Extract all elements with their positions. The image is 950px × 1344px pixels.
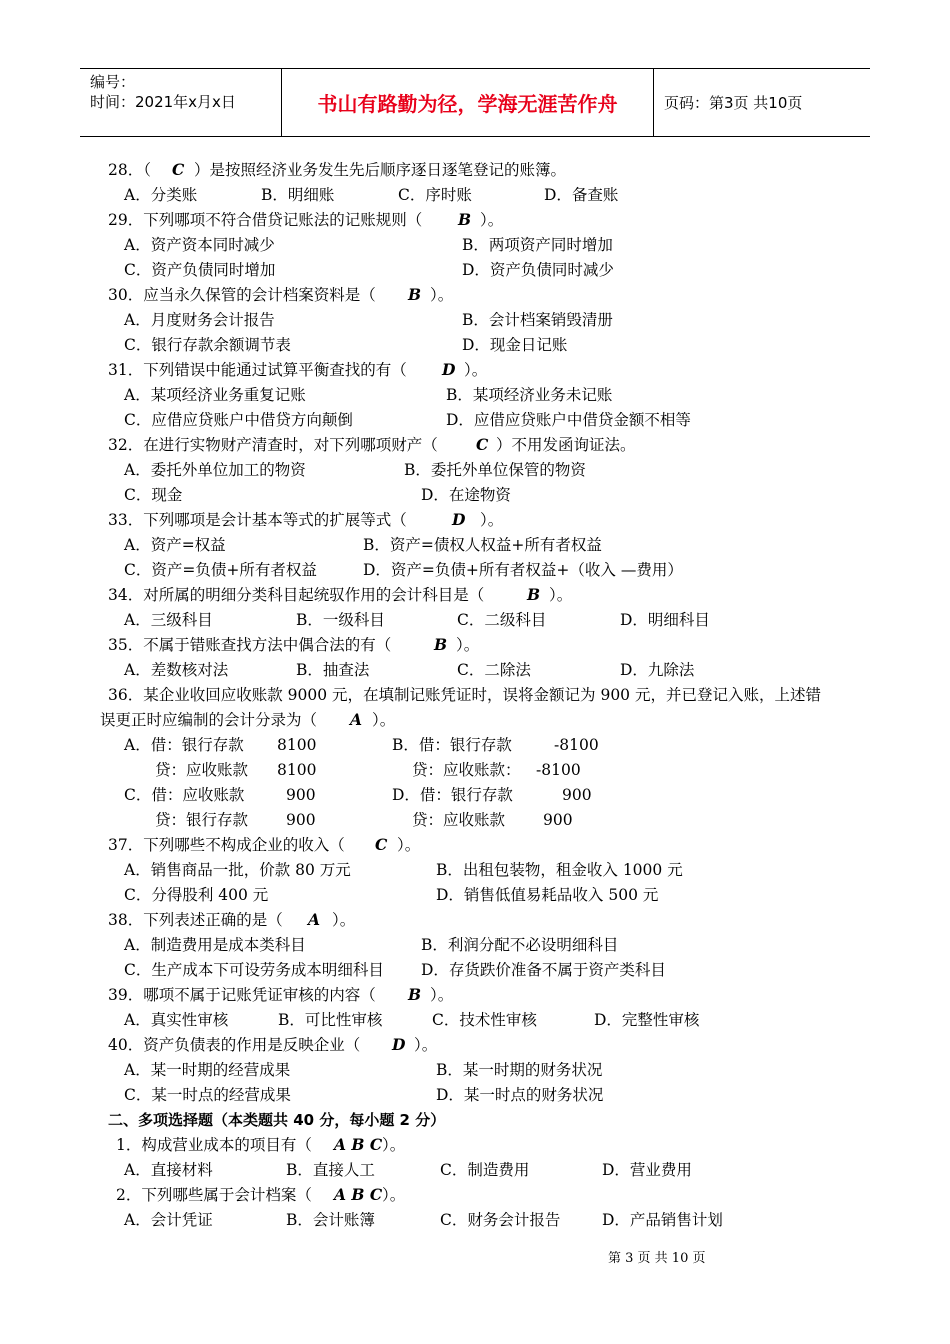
question-text: A．资产资本同时减少 xyxy=(124,236,275,254)
question-text: B．两项资产同时增加 xyxy=(462,236,613,254)
header-meta-cell xyxy=(80,69,282,136)
question-text: C．生产成本下可设劳务成本明细科目 xyxy=(124,961,384,979)
question-text: A．分类账 xyxy=(124,186,198,204)
question-text: B．资产=债权人权益+所有者权益 xyxy=(363,536,602,554)
question-text: 900 xyxy=(543,811,573,829)
question-text: 36．某企业收回应收账款 9000 元，在填制记账凭证时，误将金额记为 900 元，并已登记入账，上述错 xyxy=(108,686,821,704)
question-text: ）。 xyxy=(430,286,454,304)
question-text: 40．资产负债表的作用是反映企业（ xyxy=(108,1036,361,1054)
question-text: B．会计档案销毁清册 xyxy=(462,311,613,329)
question-text: D．营业费用 xyxy=(602,1161,692,1179)
question-text: 2．下列哪些属于会计档案（ xyxy=(116,1186,312,1204)
question-text: D．借：银行存款 xyxy=(392,786,513,804)
question-text: ）。 xyxy=(549,586,573,604)
question-text: D．资产负债同时减少 xyxy=(462,261,614,279)
question-text: D．销售低值易耗品收入 500 元 xyxy=(436,886,659,904)
page-footer: 第 3 页 共 10 页 xyxy=(608,1251,706,1266)
question-text: ）。 xyxy=(480,211,504,229)
answer-mark: C xyxy=(476,435,489,454)
question-text: 贷：应收账款： xyxy=(412,761,521,779)
question-text: A．某项经济业务重复记账 xyxy=(124,386,306,404)
question-text: C．分得股利 400 元 xyxy=(124,886,269,904)
answer-mark: B xyxy=(434,635,448,654)
question-text: A．销售商品一批，价款 80 万元 xyxy=(124,861,351,879)
question-text: B．直接人工 xyxy=(286,1161,375,1179)
answer-mark: A B C xyxy=(334,1135,383,1154)
question-text: B．出租包装物，租金收入 1000 元 xyxy=(436,861,683,879)
question-text: 39．哪项不属于记账凭证审核的内容（ xyxy=(108,986,376,1004)
question-text: ）。 xyxy=(332,911,356,929)
question-text: B．委托外单位保管的物资 xyxy=(404,461,586,479)
question-text: 33．下列哪项是会计基本等式的扩展等式（ xyxy=(108,511,407,529)
document-number-label: 编号： xyxy=(90,73,136,91)
question-text: C．二除法 xyxy=(457,661,531,679)
question-text: 35．不属于错账查找方法中偶合法的有（ xyxy=(108,636,392,654)
question-text: B．某项经济业务未记账 xyxy=(446,386,613,404)
question-text: ）不用发函询证法。 xyxy=(496,436,636,454)
question-text: C．二级科目 xyxy=(457,611,547,629)
question-text: -8100 xyxy=(554,736,599,754)
answer-mark: A B C xyxy=(334,1185,383,1204)
question-text: B．一级科目 xyxy=(296,611,385,629)
answer-mark: A xyxy=(308,910,321,929)
question-text: B．某一时期的财务状况 xyxy=(436,1061,603,1079)
question-text: A．月度财务会计报告 xyxy=(124,311,275,329)
answer-mark: B xyxy=(408,985,422,1004)
question-text: ）。 xyxy=(414,1036,438,1054)
question-text: D．明细科目 xyxy=(620,611,710,629)
question-text: C．应借应贷账户中借贷方向颠倒 xyxy=(124,411,353,429)
question-text: 误更正时应编制的会计分录为（ xyxy=(100,711,318,729)
question-text: 900 xyxy=(562,786,592,804)
question-text: C．某一时点的经营成果 xyxy=(124,1086,291,1104)
question-text: A．委托外单位加工的物资 xyxy=(124,461,306,479)
page-header xyxy=(80,68,870,137)
question-text: ）。 xyxy=(430,986,454,1004)
question-text: D．资产=负债+所有者权益+（收入 —费用） xyxy=(363,561,683,579)
section-heading: 二、多项选择题（本类题共 40 分，每小题 2 分） xyxy=(108,1111,446,1129)
question-text: D．某一时点的财务状况 xyxy=(436,1086,604,1104)
motto-text: 书山有路勤为径，学海无涯苦作舟 xyxy=(317,92,618,116)
answer-mark: B xyxy=(408,285,422,304)
header-page-number: 页码：第3页 共10页 xyxy=(664,94,803,112)
answer-mark: A xyxy=(350,710,363,729)
question-text: C．银行存款余额调节表 xyxy=(124,336,291,354)
question-text: 28．（ xyxy=(108,161,151,179)
question-text: 1．构成营业成本的项目有（ xyxy=(116,1136,312,1154)
question-text: A．直接材料 xyxy=(124,1161,213,1179)
question-text: 贷：应收账款 xyxy=(412,811,506,829)
question-text: 8100 xyxy=(277,761,317,779)
question-text: 38．下列表述正确的是（ xyxy=(108,911,283,929)
question-text: A．借：银行存款 xyxy=(124,736,244,754)
header-page-cell xyxy=(654,69,870,136)
question-text: 贷：应收账款 xyxy=(155,761,249,779)
answer-mark: D xyxy=(442,360,456,379)
question-text: 29．下列哪项不符合借贷记账法的记账规则（ xyxy=(108,211,423,229)
question-text: D．完整性审核 xyxy=(594,1011,700,1029)
question-text: 31．下列错误中能通过试算平衡查找的有（ xyxy=(108,361,407,379)
question-text: C．现金 xyxy=(124,486,183,504)
question-text: 34．对所属的明细分类科目起统驭作用的会计科目是（ xyxy=(108,586,485,604)
question-text: A．某一时期的经营成果 xyxy=(124,1061,291,1079)
question-text: D．在途物资 xyxy=(421,486,511,504)
document-date-label: 时间：2021年x月x日 xyxy=(90,93,236,111)
question-text: B．可比性审核 xyxy=(278,1011,383,1029)
question-text: D．九除法 xyxy=(620,661,695,679)
question-text: C．制造费用 xyxy=(440,1161,530,1179)
answer-mark: C xyxy=(375,835,388,854)
question-text: D．产品销售计划 xyxy=(602,1211,723,1229)
question-text: 8100 xyxy=(277,736,317,754)
question-text: B．会计账簿 xyxy=(286,1211,375,1229)
question-text: C．财务会计报告 xyxy=(440,1211,561,1229)
question-text: ）。 xyxy=(464,361,488,379)
question-text: -8100 xyxy=(536,761,581,779)
question-text: A．资产=权益 xyxy=(124,536,226,554)
question-text: A．差数核对法 xyxy=(124,661,229,679)
answer-mark: C xyxy=(172,160,185,179)
question-text: 贷：银行存款 xyxy=(155,811,249,829)
question-text: D．现金日记账 xyxy=(462,336,568,354)
question-text: D．备查账 xyxy=(544,186,619,204)
answer-mark: B xyxy=(458,210,472,229)
question-text: ）。 xyxy=(382,1186,406,1204)
question-text: B．利润分配不必设明细科目 xyxy=(421,936,619,954)
question-text: 30．应当永久保管的会计档案资料是（ xyxy=(108,286,376,304)
question-text: ）。 xyxy=(456,636,480,654)
question-text: ）。 xyxy=(480,511,504,529)
question-text: C．资产=负债+所有者权益 xyxy=(124,561,317,579)
question-text: 32．在进行实物财产清查时，对下列哪项财产（ xyxy=(108,436,438,454)
question-text: C．序时账 xyxy=(398,186,472,204)
question-text: ）。 xyxy=(397,836,421,854)
question-text: 37．下列哪些不构成企业的收入（ xyxy=(108,836,345,854)
question-text: C．借：应收账款 xyxy=(124,786,245,804)
question-text: C．技术性审核 xyxy=(432,1011,537,1029)
question-text: C．资产负债同时增加 xyxy=(124,261,276,279)
question-text: A．会计凭证 xyxy=(124,1211,213,1229)
question-text: 900 xyxy=(286,786,316,804)
question-text: D．存货跌价准备不属于资产类科目 xyxy=(421,961,666,979)
question-text: D．应借应贷账户中借贷金额不相等 xyxy=(446,411,691,429)
answer-mark: D xyxy=(392,1035,406,1054)
question-text: ）。 xyxy=(382,1136,406,1154)
answer-mark: D xyxy=(452,510,466,529)
answer-mark: B xyxy=(527,585,541,604)
question-text: B．抽查法 xyxy=(296,661,370,679)
header-motto xyxy=(282,69,654,136)
question-text: ）是按照经济业务发生先后顺序逐日逐笔登记的账簿。 xyxy=(194,161,567,179)
question-text: 900 xyxy=(286,811,316,829)
question-text: ）。 xyxy=(372,711,396,729)
question-text: A．制造费用是成本类科目 xyxy=(124,936,306,954)
question-text: A．三级科目 xyxy=(124,611,213,629)
question-text: A．真实性审核 xyxy=(124,1011,229,1029)
question-text: B．明细账 xyxy=(261,186,335,204)
question-text: B．借：银行存款 xyxy=(392,736,512,754)
